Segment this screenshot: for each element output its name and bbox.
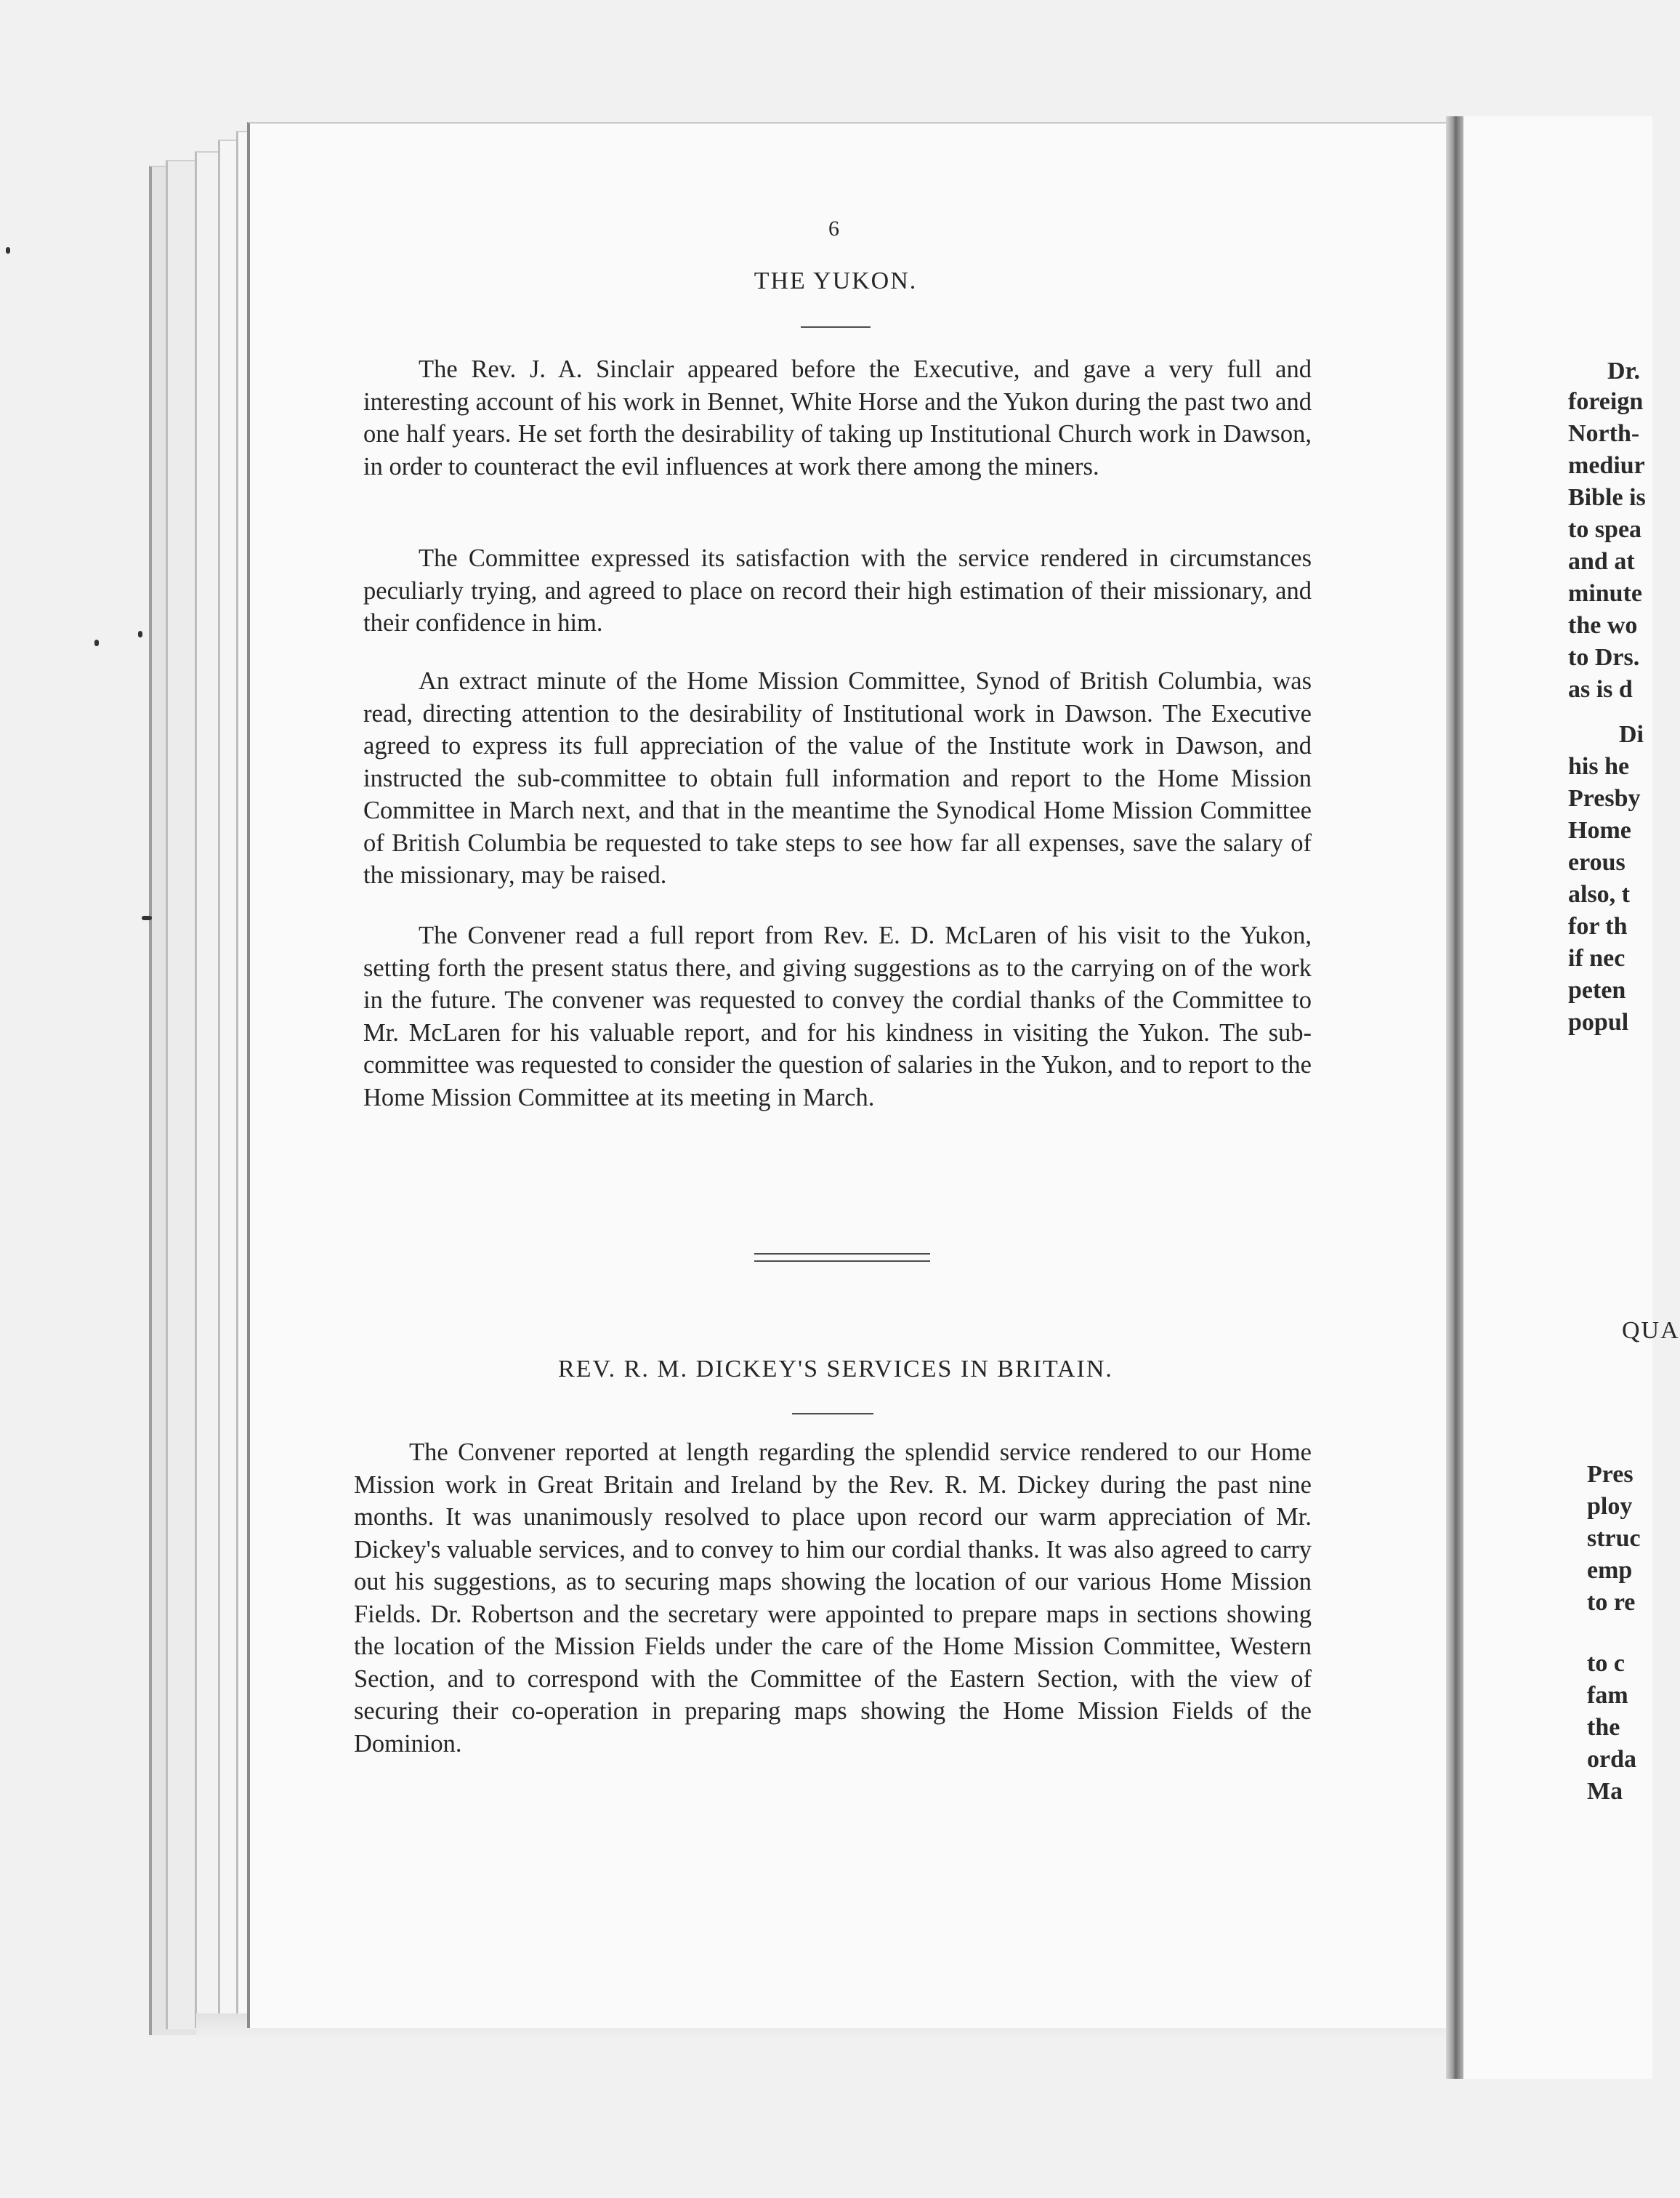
right-page-fragment: emp bbox=[1587, 1557, 1633, 1584]
right-page-fragment: also, t bbox=[1568, 881, 1630, 908]
right-page-fragment: Ma bbox=[1587, 1778, 1623, 1805]
right-page-fragment: foreign bbox=[1568, 388, 1644, 415]
title-underline bbox=[792, 1413, 873, 1414]
right-page-fragment: to Drs. bbox=[1568, 644, 1640, 671]
yukon-paragraph: The Committee expressed its satisfaction with the service rendered in circumstances peculiarly trying, and agreed to place on record their high estimation of their missionary, and their confidence in him. bbox=[363, 544, 1312, 637]
dickey-paragraph: The Convener reported at length regarding the splendid service rendered to our Home Mission work in Great Britain and Ireland by the Rev. R. M. Dickey during the past nine months. It was unanimously resolved to place upon record our warm appreciation of Mr. Dickey's valuable services, and to convey to him our cordial thanks. It was also agreed to carry out his suggestions, as to securing maps showing the location of our various Home Mission Fields. Dr. Robertson and the secretary were appointed to prepare maps in sections showing the location of the Mission Fields under the care of the Home Mission Committee, Western Section, and to correspond with the Committee of the Eastern Section, with the view of securing their co-operation in preparing maps showing the Home Mission Fields of the Dominion. bbox=[354, 1438, 1312, 1758]
section-title-yukon: THE YUKON. bbox=[754, 267, 918, 294]
right-page-fragment: minute bbox=[1568, 580, 1642, 607]
right-page-fragment: the bbox=[1587, 1714, 1620, 1741]
title-underline bbox=[801, 326, 871, 328]
scan-speck bbox=[6, 247, 10, 254]
right-page-fragment: Home bbox=[1568, 817, 1631, 844]
section-title-dickey: REV. R. M. DICKEY'S SERVICES IN BRITAIN. bbox=[558, 1356, 1113, 1382]
right-page-fragment: Di bbox=[1619, 721, 1644, 748]
right-page-fragment: ploy bbox=[1587, 1493, 1633, 1520]
right-page-fragment: Bible is bbox=[1568, 484, 1646, 511]
scan-speck bbox=[138, 631, 142, 637]
scan-speck bbox=[142, 916, 152, 920]
right-page-fragment: to re bbox=[1587, 1589, 1636, 1616]
right-page-fragment: fam bbox=[1587, 1682, 1628, 1709]
right-page-fragment: the wo bbox=[1568, 612, 1638, 639]
page-number: 6 bbox=[828, 217, 839, 241]
right-page-fragment: if nec bbox=[1568, 945, 1626, 972]
right-page-fragment: Presby bbox=[1568, 785, 1641, 812]
yukon-paragraph: An extract minute of the Home Mission Committee, Synod of British Columbia, was read, directing attention to the desirability of Institutional work in Dawson. The Executive agreed to express its full appreciation of the value of the Institute work in Dawson, and instructed the sub-committee to obtain full information and report to the Home Mission Committee in March next, and that in the meantime the Synodical Home Mission Committee of British Columbia be requested to take steps to see how far all expenses, save the salary of the missionary, may be raised. bbox=[363, 667, 1312, 889]
right-page-fragment: Dr. bbox=[1607, 358, 1641, 385]
right-page-fragment: mediur bbox=[1568, 452, 1645, 479]
right-page-fragment: orda bbox=[1587, 1746, 1636, 1773]
right-page-fragment: to c bbox=[1587, 1650, 1625, 1677]
right-page-heading-fragment: QUA bbox=[1622, 1317, 1680, 1344]
right-page-fragment: popul bbox=[1568, 1009, 1629, 1036]
right-page-fragment: struc bbox=[1587, 1525, 1641, 1552]
right-page-fragment: and at bbox=[1568, 548, 1635, 575]
yukon-paragraph: The Rev. J. A. Sinclair appeared before the Executive, and gave a very full and interesting account of his work in Bennet, White Horse and the Yukon during the past two and one half years. He set forth the desirability of taking up Institutional Church work in Dawson, in order to counteract the evil influences at work there among the miners. bbox=[363, 355, 1312, 480]
right-page-fragment: North- bbox=[1568, 420, 1640, 447]
right-page-fragment: erous bbox=[1568, 849, 1626, 876]
right-page-fragment: to spea bbox=[1568, 516, 1642, 543]
book-gutter bbox=[1446, 116, 1463, 2079]
right-page bbox=[1463, 116, 1680, 2079]
yukon-paragraph: The Convener read a full report from Rev. E. D. McLaren of his visit to the Yukon, setting forth the present status there, and giving suggestions as to the carrying on of the work in the future. The convener was requested to convey the cordial thanks of the Committee to Mr. McLaren for his valuable report, and for his kindness in visiting the Yukon. The sub-committee was requested to consider the question of salaries in the Yukon, and to report to the Home Mission Committee at its meeting in March. bbox=[363, 922, 1312, 1111]
right-page-fragment: for th bbox=[1568, 913, 1628, 940]
right-page-fragment: peten bbox=[1568, 977, 1626, 1004]
right-page-fragment: Pres bbox=[1587, 1461, 1633, 1488]
section-divider bbox=[754, 1253, 930, 1262]
right-page-fragment: his he bbox=[1568, 753, 1630, 780]
right-page-fragment: as is d bbox=[1568, 676, 1633, 703]
scan-speck bbox=[94, 640, 99, 646]
